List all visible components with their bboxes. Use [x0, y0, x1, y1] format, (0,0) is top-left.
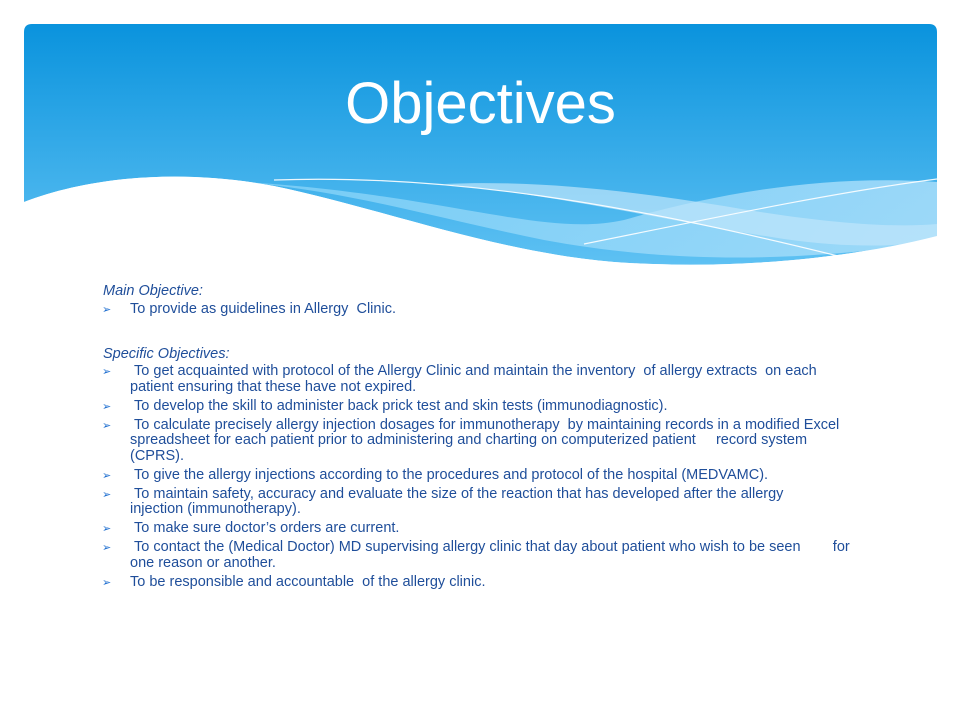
arrow-bullet-icon: ➢: [102, 575, 112, 589]
main-objective-heading: Main Objective:: [103, 283, 203, 299]
specific-objectives-heading: Specific Objectives:: [103, 345, 230, 362]
arrow-bullet-icon: ➢: [102, 365, 112, 378]
arrow-bullet-icon: ➢: [102, 418, 112, 432]
list-item: [102, 468, 862, 484]
list-item-text: To get acquainted with protocol of the Allergy Clinic and maintain the inventory of allergy extracts on each patient ensuring that these have not expired.: [130, 363, 821, 395]
list-item-text: To provide as guidelines in Allergy Clinic.: [130, 300, 396, 317]
arrow-bullet-icon: ➢: [102, 541, 112, 554]
arrow-bullet-icon: ➢: [102, 522, 112, 535]
list-item: [102, 418, 862, 465]
arrow-bullet-icon: ➢: [102, 399, 112, 413]
list-item-text: To calculate precisely allergy injection dosages for immunotherapy by maintaining records in a modified Excel spreadsheet for each patient prior to administering and charting on computerized patient record system (CPRS).: [130, 416, 844, 464]
arrow-bullet-icon: ➢: [102, 468, 112, 482]
main-objective-list: [102, 302, 862, 318]
list-item: [102, 399, 862, 415]
list-item-text: To make sure doctor’s orders are current.: [130, 520, 400, 536]
specific-objectives-list: [102, 364, 862, 590]
arrow-bullet-icon: ➢: [102, 302, 112, 316]
list-item: [102, 575, 862, 591]
slide-title: Objectives: [345, 71, 616, 136]
list-item: [102, 487, 862, 518]
list-item: [102, 302, 862, 318]
list-item: [102, 521, 862, 537]
list-item: [102, 364, 862, 395]
arrow-bullet-icon: ➢: [102, 487, 112, 501]
objectives-content: [102, 284, 862, 594]
list-item-text: To contact the (Medical Doctor) MD supervising allergy clinic that day about patient who wish to be seen for one reason or another.: [130, 539, 854, 571]
list-item-text: To develop the skill to administer back prick test and skin tests (immunodiagnostic).: [130, 397, 668, 414]
title-banner: [24, 24, 937, 274]
list-item-text: To give the allergy injections according to the procedures and protocol of the hospital (MEDVAMC).: [130, 466, 769, 483]
wave-banner-graphic: [24, 24, 937, 274]
list-item-text: To be responsible and accountable of the allergy clinic.: [130, 573, 486, 590]
list-item: [102, 540, 862, 571]
list-item-text: To maintain safety, accuracy and evaluate the size of the reaction that has developed after the allergy injection (immunotherapy).: [130, 485, 852, 517]
